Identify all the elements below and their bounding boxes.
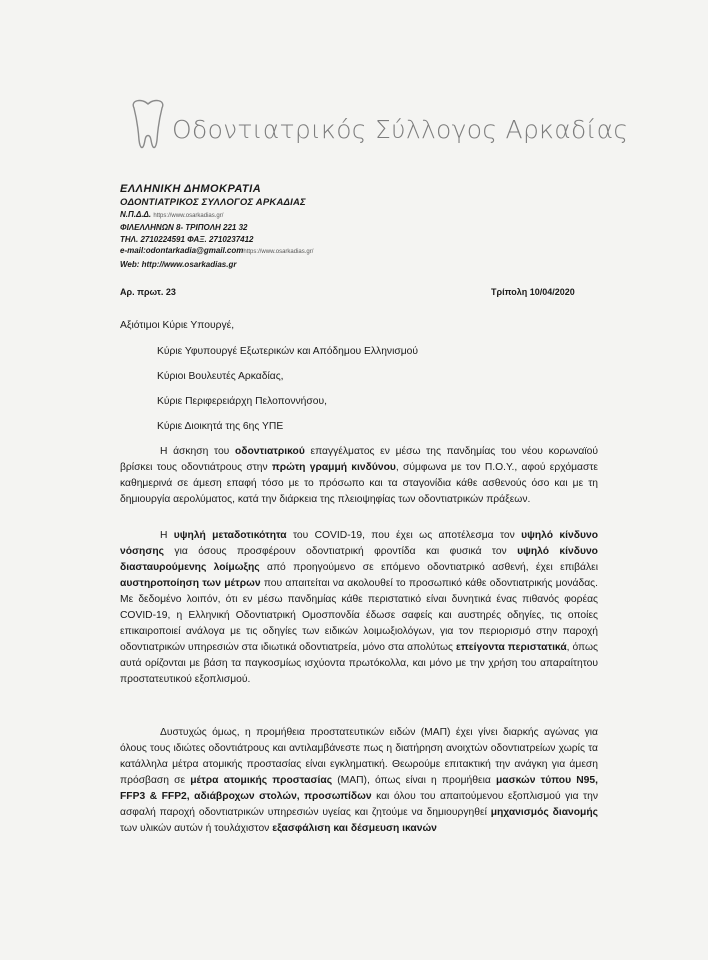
salutation: Αξιότιμοι Κύριε Υπουργέ, [120,320,235,331]
paragraph-1: Η άσκηση του οδοντιατρικού επαγγέλματος εν μέσω της πανδημίας του νέου κορωναϊού βρίσκει τους οδοντιάτρους στην πρώτη γραμμή κινδύνου, σύμφωνα με τον Π.Ο.Υ., αφού ερχόμαστε καθημερινά σε άμεση επαφή τόσο με το πρόσωπο και τα σταγονίδια κάθε ασθενούς όσο και με τη δημιουργία αερολύματος, κατά την διάρκεια της πλειοψηφίας των οδοντιατρικών πράξεων. [120,446,598,505]
address-line: ΦΙΛΕΛΛΗΝΩΝ 8- ΤΡΙΠΟΛΗ 221 32 [120,223,248,233]
reference-number: Αρ. πρωτ. 23 [120,287,176,297]
paragraph-2: Η υψηλή μεταδοτικότητα του COVID-19, που έχει ως αποτέλεσμα τον υψηλό κίνδυνο νόσησης για όσους προσφέρουν οδοντιατρική φροντίδα και φυσικά τον υψηλό κίνδυνο διασταυρούμενης λοίμωξης από προηγούμενο σε επόμενο οδοντιατρικό ασθενή, έχει επιβάλει αυστηροποίηση των μέτρων που απαιτείται να ακολουθεί το προσωπικό κάθε οδοντιατρικής μονάδας. Με δεδομένο λοιπόν, ότι εν μέσω πανδημίας κάθε περιστατικό είναι δυνητικά ένας πιθανός φορέας COVID-19, η Ελληνική Οδοντιατρική Ομοσπονδία έδωσε σαφείς και αυστηρές οδηγίες, τις οποίες επικαιροποιεί ανάλογα με τις οδηγίες των ειδικών λοιμωξιολόγων, για τον περιορισμό στην παροχή οδοντιατρικών υπηρεσιών στα ιδιωτικά οδοντιατρεία, μόνο στα απολύτως επείγοντα περιστατικά, όπως αυτά ορίζονται με βάση τα παγκοσμίως ισχύοντα πρωτόκολλα, και μόνο με την χρήση του απαραίτητου προστατευτικού εξοπλισμού. [120,530,598,685]
tooth-icon [128,96,168,156]
npdd-link[interactable]: https://www.osarkadias.gr/ [153,213,224,219]
logo-text: Οδοντιατρικός Σύλλογος Αρκαδίας [172,115,629,144]
addressee-1: Κύριε Υφυπουργέ Εξωτερικών και Απόδημου Ελληνισμού [157,346,419,357]
letter-date: Τρίπολη 10/04/2020 [491,287,575,297]
paragraph-3: Δυστυχώς όμως, η προμήθεια προστατευτικών ειδών (ΜΑΠ) έχει γίνει διαρκής αγώνας για όλους τους ιδιώτες οδοντιάτρους και αντιλαμβάνεστε πως η διατήρηση ανοιχτών οδοντιατρείων χωρίς τα κατάλληλα μέτρα ατομικής προστασίας είναι εγκληματική. Θεωρούμε επιτακτική την ανάγκη για άμεση πρόσβαση σε μέτρα ατομικής προστασίας (ΜΑΠ), όπως είναι η προμήθεια μασκών τύπου N95, FFP3 & FFP2, αδιάβροχων στολών, προσωπίδων και όλου του απαιτούμενου εξοπλισμού για την ασφαλή παροχή οδοντιατρικών υπηρεσιών υγείας και ζητούμε να δημιουργηθεί μηχανισμός διανομής των υλικών αυτών ή τουλάχιστον εξασφάλιση και δέσμευση ικανών [120,727,598,834]
npdd-line: Ν.Π.Δ.Δ. https://www.osarkadias.gr/ [120,210,224,219]
org-name: ΟΔΟΝΤΙΑΤΡΙΚΟΣ ΣΥΛΛΟΓΟΣ ΑΡΚΑΔΙΑΣ [120,197,306,208]
phone-line: ΤΗΛ. 2710224591 ΦΑΞ. 2710237412 [120,234,254,244]
email-line: e-mail:odontarkadia@gmail.comhttps://www.osarkadias.gr/ [120,246,314,256]
addressee-4: Κύριε Διοικητά της 6ης ΥΠΕ [157,421,284,432]
letterhead [120,183,313,270]
addressee-3: Κύριε Περιφερειάρχη Πελοποννήσου, [157,396,327,407]
web-line[interactable]: Web: http://www.osarkadias.gr [120,259,237,269]
state-name: ΕΛΛΗΝΙΚΗ ΔΗΜΟΚΡΑΤΙΑ [120,183,262,195]
addressee-2: Κύριοι Βουλευτές Αρκαδίας, [157,371,284,382]
email-link[interactable]: e-mail:odontarkadia@gmail.com [120,246,244,256]
association-logo [128,96,628,156]
